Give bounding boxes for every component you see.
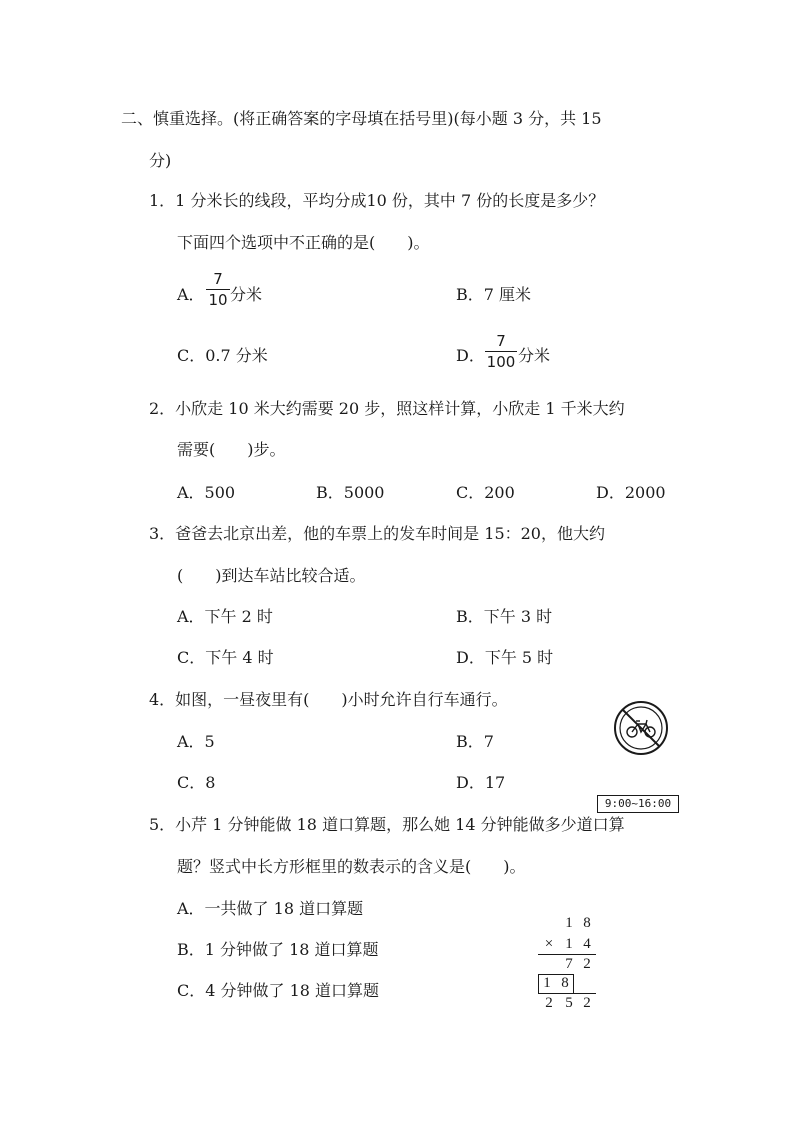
- section-title-line2: 分): [149, 151, 172, 170]
- calc-times-sign: ×: [544, 936, 554, 952]
- q2-option-c: C．200: [456, 483, 515, 502]
- q3-option-b: B．下午 3 时: [456, 607, 553, 626]
- calc-digit: 2: [545, 995, 553, 1011]
- q4-option-c: C．8: [177, 773, 216, 792]
- q1-option-a-unit: 分米: [230, 285, 263, 304]
- q1-option-a-denominator: 10: [208, 291, 228, 309]
- q1-option-a-fraction: [206, 270, 230, 309]
- q2-line1: 2．小欣走 10 米大约需要 20 步，照这样计算，小欣走 1 千米大约: [149, 399, 625, 418]
- calc-digit: 2: [583, 995, 591, 1011]
- q4-line1: 4．如图，一昼夜里有( )小时允许自行车通行。: [149, 690, 508, 709]
- q1-option-a-prefix: A．: [177, 285, 205, 304]
- calc-digit: 1: [543, 975, 551, 991]
- q2-option-b: B．5000: [316, 483, 385, 502]
- calc-digit: 8: [583, 915, 591, 931]
- calc-digit: 5: [565, 995, 573, 1011]
- sign-time-label: 9:00~16:00: [597, 795, 679, 813]
- q1-option-b: B．7 厘米: [456, 285, 532, 304]
- q4-option-d: D．17: [456, 773, 506, 792]
- section-title-line1: 二、慎重选择。(将正确答案的字母填在括号里)(每小题 3 分，共 15: [121, 109, 602, 128]
- q2-line2: 需要( )步。: [177, 440, 286, 459]
- q1-option-d-numerator: 7: [496, 332, 506, 350]
- vertical-multiplication: [530, 912, 600, 1012]
- q3-line2: ( )到达车站比较合适。: [177, 566, 366, 585]
- calc-digit: 4: [583, 936, 591, 952]
- q3-option-d: D．下午 5 时: [456, 648, 554, 667]
- q1-line1: 1．1 分米长的线段，平均分成10 份，其中 7 份的长度是多少？: [149, 191, 605, 210]
- calc-digit: 8: [561, 975, 569, 991]
- q5-line2: 题？竖式中长方形框里的数表示的含义是( )。: [177, 857, 526, 876]
- q3-option-c: C．下午 4 时: [177, 648, 274, 667]
- q1-option-d-fraction: [485, 332, 517, 371]
- q5-line1: 5．小芹 1 分钟能做 18 道口算题，那么她 14 分钟能做多少道口算: [149, 815, 625, 834]
- q1-option-c: C．0.7 分米: [177, 346, 268, 365]
- q3-option-a: A．下午 2 时: [177, 607, 273, 626]
- q5-option-c: C．4 分钟做了 18 道口算题: [177, 981, 380, 1000]
- calc-digit: 1: [565, 936, 573, 952]
- q4-option-b: B．7: [456, 732, 494, 751]
- no-bicycle-sign-icon: [612, 699, 670, 757]
- q1-option-a-numerator: 7: [213, 270, 223, 288]
- q1-line2: 下面四个选项中不正确的是( )。: [177, 233, 430, 252]
- q1-option-d-unit: 分米: [518, 346, 551, 365]
- q1-option-d-denominator: 100: [486, 353, 516, 371]
- q5-option-b: B．1 分钟做了 18 道口算题: [177, 940, 379, 959]
- q1-option-d-prefix: D．: [456, 346, 485, 365]
- calc-digit: 2: [583, 956, 591, 972]
- q2-option-a: A．500: [177, 483, 236, 502]
- fraction-bar: [485, 351, 517, 352]
- calc-digit: 7: [565, 956, 573, 972]
- q5-option-a: A．一共做了 18 道口算题: [177, 899, 364, 918]
- fraction-bar: [206, 289, 230, 290]
- q3-line1: 3．爸爸去北京出差，他的车票上的发车时间是 15：20，他大约: [149, 524, 605, 543]
- q2-option-d: D．2000: [596, 483, 666, 502]
- q4-option-a: A．5: [177, 732, 215, 751]
- calc-digit: 1: [565, 915, 573, 931]
